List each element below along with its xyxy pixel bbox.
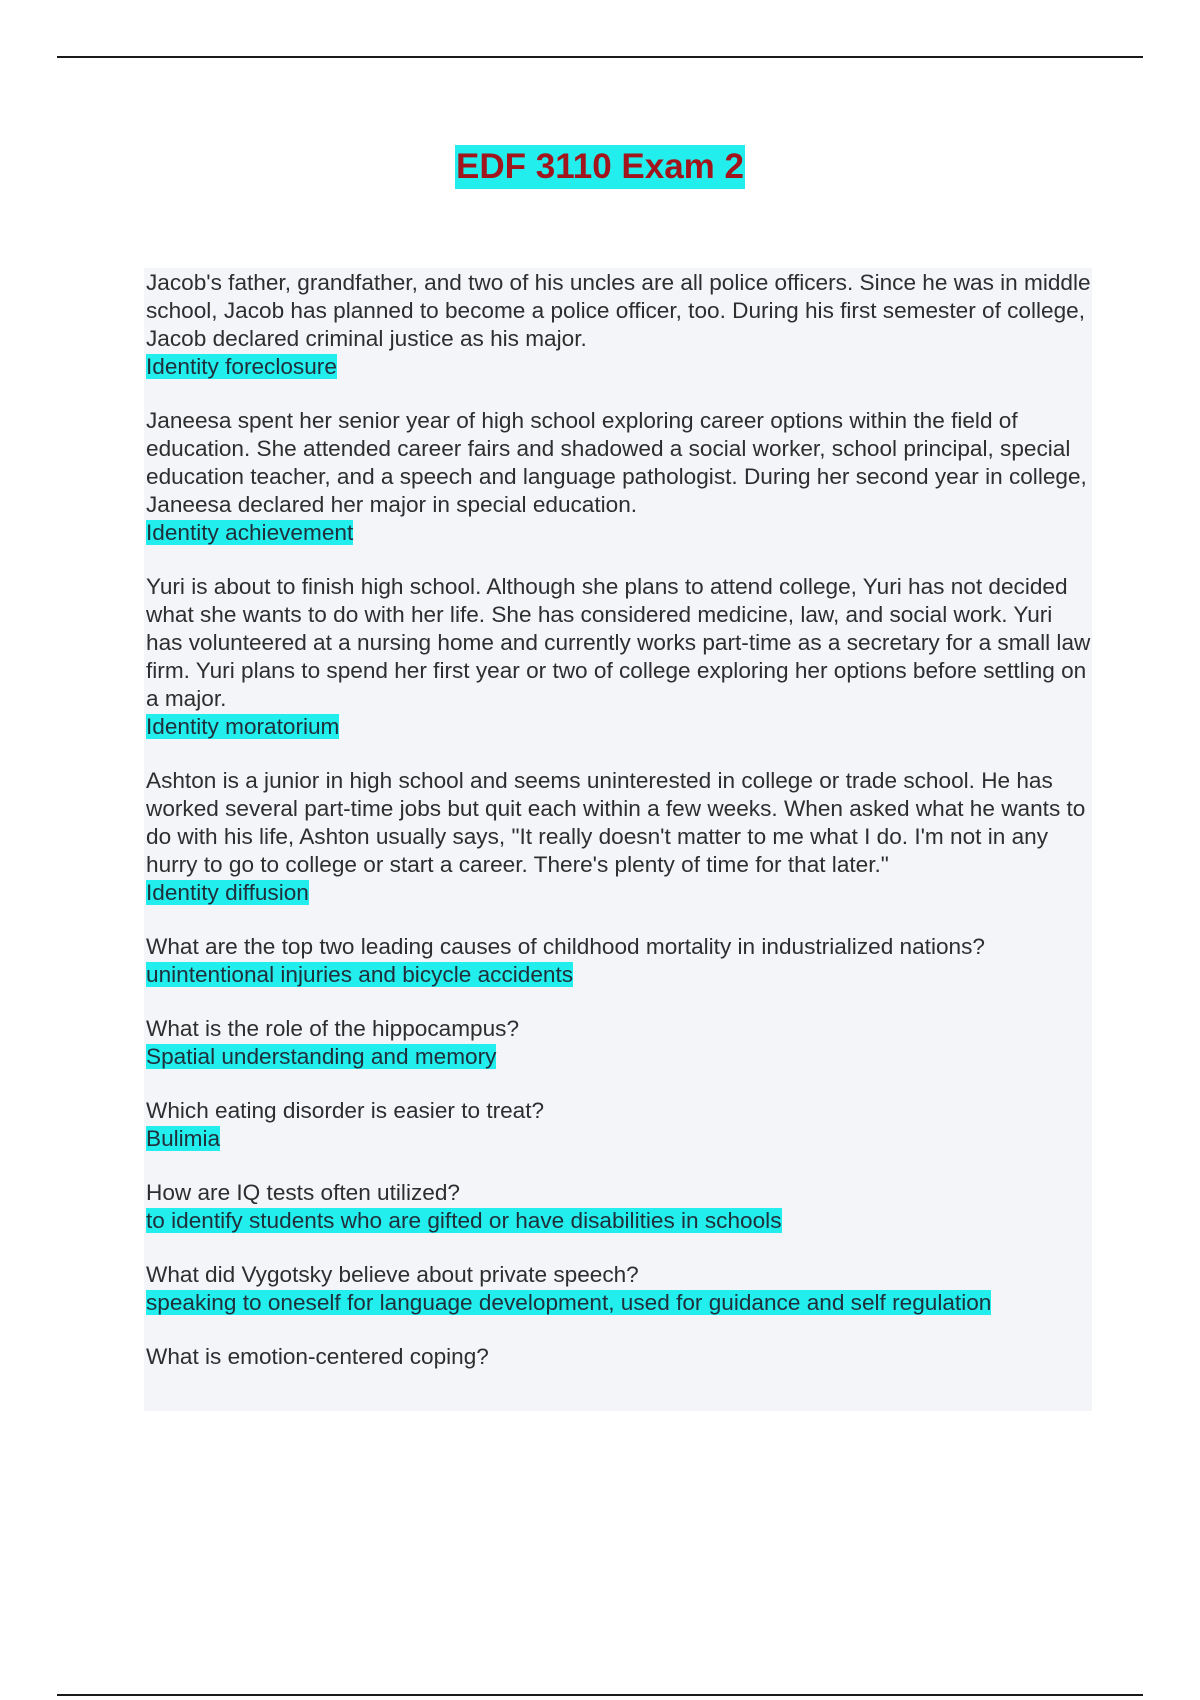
- card-answer: Bulimia: [146, 1126, 221, 1151]
- flashcard: [146, 268, 1092, 381]
- card-question: Yuri is about to finish high school. Although she plans to attend college, Yuri has not decided what she wants to do with her life. She has considered medicine, law, and social work. Yuri has volunteered at a nursing home and currently works part-time as a secretary for a small law firm. Yuri plans to spend her first year or two of college exploring her options before settling on a major.: [146, 574, 1091, 711]
- flashcard-list: [144, 268, 1092, 1411]
- card-answer-line: [146, 1207, 1092, 1235]
- card-answer-line: [146, 961, 1092, 989]
- card-question: How are IQ tests often utilized?: [146, 1180, 460, 1205]
- flashcard: [146, 1179, 1092, 1235]
- card-question: Ashton is a junior in high school and seems uninterested in college or trade school. He has worked several part-time jobs but quit each within a few weeks. When asked what he wants to do with his life, Ashton usually says, "It really doesn't matter to me what I do. I'm not in any hurry to go to college or start a career. There's plenty of time for that later.": [146, 768, 1086, 877]
- card-answer: unintentional injuries and bicycle accidents: [146, 962, 574, 987]
- card-question: What is the role of the hippocampus?: [146, 1016, 520, 1041]
- card-answer-line: [146, 519, 1092, 547]
- card-answer-line: [146, 1125, 1092, 1153]
- card-answer: speaking to oneself for language development, used for guidance and self regulation: [146, 1290, 992, 1315]
- flashcard: [146, 1015, 1092, 1071]
- card-answer: Identity foreclosure: [146, 354, 337, 379]
- card-answer-line: [146, 1289, 1092, 1317]
- card-answer-line: [146, 1043, 1092, 1071]
- card-question: Which eating disorder is easier to treat?: [146, 1098, 545, 1123]
- card-answer-line: [146, 713, 1092, 741]
- page-title: EDF 3110 Exam 2: [455, 145, 745, 189]
- flashcard: [146, 1097, 1092, 1153]
- bottom-divider: [57, 1694, 1143, 1696]
- flashcard: [146, 767, 1092, 907]
- card-answer-line: [146, 879, 1092, 907]
- flashcard: [146, 1343, 1092, 1371]
- flashcard: [146, 407, 1092, 547]
- flashcard: [146, 573, 1092, 741]
- title-container: [0, 145, 1200, 189]
- top-divider: [57, 56, 1143, 58]
- card-question: Jacob's father, grandfather, and two of his uncles are all police officers. Since he was in middle school, Jacob has planned to become a police officer, too. During his first semester of college, Jacob declared criminal justice as his major.: [146, 270, 1091, 351]
- flashcard: [146, 933, 1092, 989]
- card-question: Janeesa spent her senior year of high school exploring career options within the field of education. She attended career fairs and shadowed a social worker, school principal, special education teacher, and a speech and language pathologist. During her second year in college, Janeesa declared her major in special education.: [146, 408, 1087, 517]
- card-answer: Spatial understanding and memory: [146, 1044, 497, 1069]
- card-question: What did Vygotsky believe about private speech?: [146, 1262, 639, 1287]
- card-answer: Identity diffusion: [146, 880, 309, 905]
- card-question: What is emotion-centered coping?: [146, 1344, 489, 1369]
- card-answer-line: [146, 353, 1092, 381]
- card-answer: Identity achievement: [146, 520, 354, 545]
- card-answer: to identify students who are gifted or have disabilities in schools: [146, 1208, 782, 1233]
- flashcard: [146, 1261, 1092, 1317]
- card-answer: Identity moratorium: [146, 714, 340, 739]
- card-question: What are the top two leading causes of childhood mortality in industrialized nations?: [146, 934, 985, 959]
